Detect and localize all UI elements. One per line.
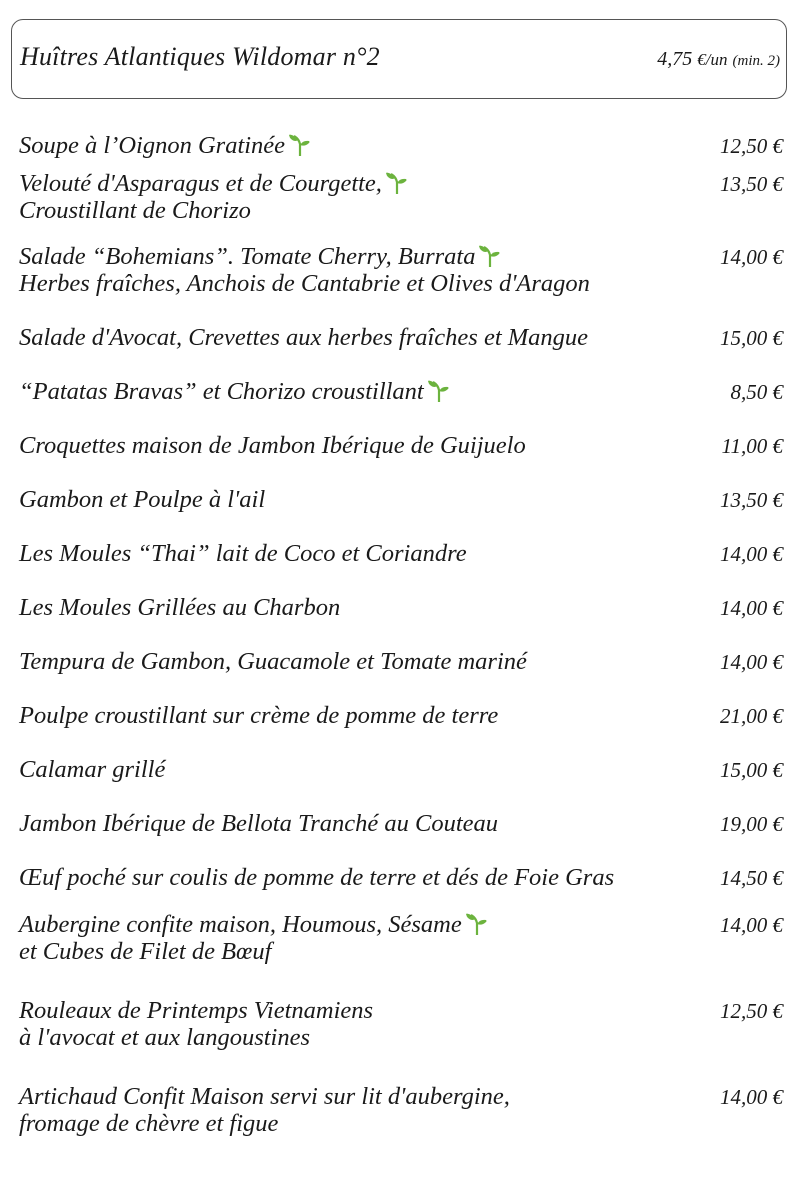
- menu-item-name: [19, 1083, 783, 1110]
- menu-item-line1: Calamar grillé: [19, 756, 166, 783]
- vegetarian-leaf-icon: [479, 244, 501, 268]
- menu-item: [19, 540, 783, 567]
- menu-item: [19, 702, 783, 729]
- menu-item-name: [19, 170, 783, 197]
- menu-item-line1: “Patatas Bravas” et Chorizo croustillant: [19, 378, 424, 405]
- menu-item-line1: Œuf poché sur coulis de pomme de terre et dés de Foie Gras: [19, 864, 615, 891]
- featured-price-value: 4,75: [657, 48, 693, 70]
- menu-item-line1: Croquettes maison de Jambon Ibérique de Guijuelo: [19, 432, 526, 459]
- menu-item-line1: Les Moules Grillées au Charbon: [19, 594, 341, 621]
- menu-item-line1: Salade “Bohemians”. Tomate Cherry, Burrata: [19, 243, 476, 270]
- featured-price-unit: €/un: [697, 50, 728, 69]
- menu-item-line1: Salade d'Avocat, Crevettes aux herbes fraîches et Mangue: [19, 324, 589, 351]
- menu-item: [19, 997, 783, 1051]
- menu-item-name: [19, 132, 783, 159]
- menu-item: [19, 864, 783, 891]
- featured-minimum: (min. 2): [732, 53, 780, 69]
- menu-item-line1: Jambon Ibérique de Bellota Tranché au Couteau: [19, 810, 499, 837]
- menu-item-line2: fromage de chèvre et figue: [19, 1110, 279, 1137]
- menu-item-line1: Les Moules “Thai” lait de Coco et Coriandre: [19, 540, 467, 567]
- menu-item: [19, 911, 783, 965]
- menu-item-name: [19, 756, 783, 783]
- menu-item-name: [19, 540, 783, 567]
- menu-item-price: 12,50 €: [720, 134, 783, 158]
- menu-item-line2: à l'avocat et aux langoustines: [19, 1024, 311, 1051]
- menu-item-price: 14,00 €: [720, 542, 783, 566]
- menu-item: [19, 648, 783, 675]
- menu-item-line1: Tempura de Gambon, Guacamole et Tomate mariné: [19, 648, 527, 675]
- menu-item: [19, 810, 783, 837]
- menu-item: [19, 324, 783, 351]
- menu-item-price: 14,00 €: [720, 650, 783, 674]
- menu-item-name: [19, 432, 783, 459]
- menu-item-price: 14,00 €: [720, 913, 783, 937]
- menu-item-price: 15,00 €: [720, 326, 783, 350]
- menu-item-line1: Artichaud Confit Maison servi sur lit d'aubergine,: [19, 1083, 510, 1110]
- featured-oysters-box: [11, 19, 787, 99]
- menu-item-name: [19, 648, 783, 675]
- menu-item-line1: Soupe à l’Oignon Gratinée: [19, 132, 286, 159]
- menu-item-line1: Aubergine confite maison, Houmous, Sésame: [19, 911, 462, 938]
- menu-item-price: 14,00 €: [720, 1085, 783, 1109]
- menu-item: [19, 378, 783, 405]
- featured-price: [657, 48, 780, 71]
- menu-item-name: [19, 864, 783, 891]
- menu-item-name: [19, 997, 783, 1024]
- menu-item-line1: Gambon et Poulpe à l'ail: [19, 486, 266, 513]
- menu-item-name: [19, 243, 783, 270]
- menu-item: [19, 170, 783, 224]
- menu-item-price: 19,00 €: [720, 812, 783, 836]
- menu-item-name: [19, 702, 783, 729]
- menu-item-line2: Herbes fraîches, Anchois de Cantabrie et Olives d'Aragon: [19, 270, 590, 297]
- menu-item-name: [19, 594, 783, 621]
- menu-item-line1: Velouté d'Asparagus et de Courgette,: [19, 170, 382, 197]
- menu-item: [19, 594, 783, 621]
- menu-item-price: 12,50 €: [720, 999, 783, 1023]
- menu-item-line2: et Cubes de Filet de Bœuf: [19, 938, 272, 965]
- menu-item-line1: Poulpe croustillant sur crème de pomme de terre: [19, 702, 499, 729]
- menu-item: [19, 1083, 783, 1137]
- menu-item-name: [19, 911, 783, 938]
- menu-item: [19, 432, 783, 459]
- menu-item: [19, 132, 783, 159]
- vegetarian-leaf-icon: [289, 133, 311, 157]
- menu-item-price: 14,00 €: [720, 245, 783, 269]
- menu-item-price: 11,00 €: [721, 434, 783, 458]
- menu-item-line2: Croustillant de Chorizo: [19, 197, 251, 224]
- menu-item: [19, 243, 783, 297]
- menu-item-price: 13,50 €: [720, 172, 783, 196]
- menu-item-name: [19, 486, 783, 513]
- menu-item-price: 8,50 €: [730, 380, 783, 404]
- vegetarian-leaf-icon: [466, 912, 488, 936]
- menu-item-name: [19, 378, 783, 405]
- menu-item-name: [19, 810, 783, 837]
- vegetarian-leaf-icon: [386, 171, 408, 195]
- menu-item-price: 14,50 €: [720, 866, 783, 890]
- menu-item: [19, 486, 783, 513]
- featured-title: Huîtres Atlantiques Wildomar n°2: [20, 42, 380, 71]
- vegetarian-leaf-icon: [428, 379, 450, 403]
- menu-item-line1: Rouleaux de Printemps Vietnamiens: [19, 997, 374, 1024]
- menu-item-price: 15,00 €: [720, 758, 783, 782]
- menu-item-price: 14,00 €: [720, 596, 783, 620]
- menu-item-name: [19, 324, 783, 351]
- menu-item-price: 13,50 €: [720, 488, 783, 512]
- menu-item-price: 21,00 €: [720, 704, 783, 728]
- menu-item: [19, 756, 783, 783]
